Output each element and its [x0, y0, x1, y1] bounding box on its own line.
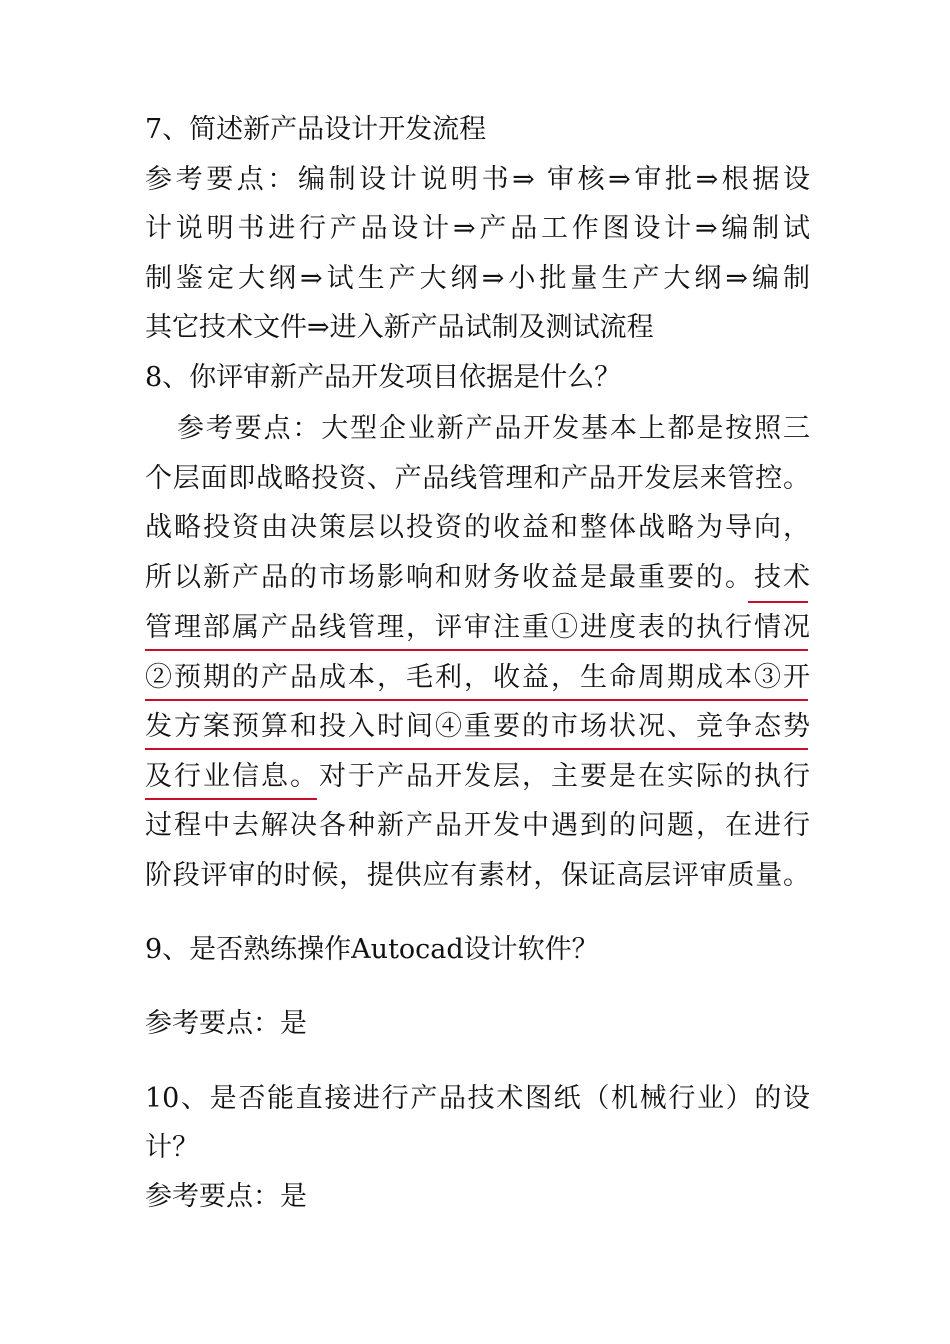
q10-title-line-1: 10、是否能直接进行产品技术图纸（机械行业）的设 — [145, 1083, 810, 1114]
red-underline-1 — [748, 601, 808, 603]
q8-answer-line-7: 发方案预算和投入时间④重要的市场状况、竞争态势 — [145, 711, 810, 742]
q7-title: 7、简述新产品设计开发流程 — [145, 114, 487, 145]
q8-answer-line-8: 及行业信息。对于产品开发层，主要是在实际的执行 — [145, 761, 810, 792]
q8-answer-line-1: 参考要点：大型企业新产品开发基本上都是按照三 — [177, 413, 810, 444]
q7-answer-line-1: 参考要点：编制设计说明书⇒ 审核⇒审批⇒根据设 — [145, 164, 810, 195]
red-underline-2 — [145, 649, 808, 651]
q8-answer-line-9: 过程中去解决各种新产品开发中遇到的问题，在进行 — [145, 810, 810, 841]
q10-answer: 参考要点：是 — [145, 1181, 307, 1212]
q8-answer-line-3: 战略投资由决策层以投资的收益和整体战略为导向， — [145, 512, 810, 543]
q8-answer-line-2: 个层面即战略投资、产品线管理和产品开发层来管控。 — [145, 463, 810, 494]
q9-title: 9、是否熟练操作Autocad设计软件？ — [145, 934, 599, 965]
red-underline-3 — [145, 699, 808, 701]
q8-title: 8、你评审新产品开发项目依据是什么？ — [145, 362, 622, 393]
q8-answer-line-4: 所以新产品的市场影响和财务收益是最重要的。技术 — [145, 562, 810, 593]
red-underline-5 — [145, 798, 317, 800]
red-underline-4 — [145, 748, 808, 750]
q8-answer-line-10: 阶段评审的时候，提供应有素材，保证高层评审质量。 — [145, 860, 810, 891]
q10-title-line-2: 计？ — [145, 1132, 199, 1163]
q8-answer-line-6: ②预期的产品成本，毛利，收益，生命周期成本③开 — [145, 662, 810, 693]
q7-answer-line-4: 其它技术文件⇒进入新产品试制及测试流程 — [145, 312, 654, 343]
q8-answer-line-5: 管理部属产品线管理，评审注重①进度表的执行情况 — [145, 612, 810, 643]
q9-answer: 参考要点：是 — [145, 1008, 307, 1039]
q7-answer-line-2: 计说明书进行产品设计⇒产品工作图设计⇒编制试 — [145, 213, 810, 244]
q7-answer-line-3: 制鉴定大纲⇒试生产大纲⇒小批量生产大纲⇒编制 — [145, 263, 810, 294]
